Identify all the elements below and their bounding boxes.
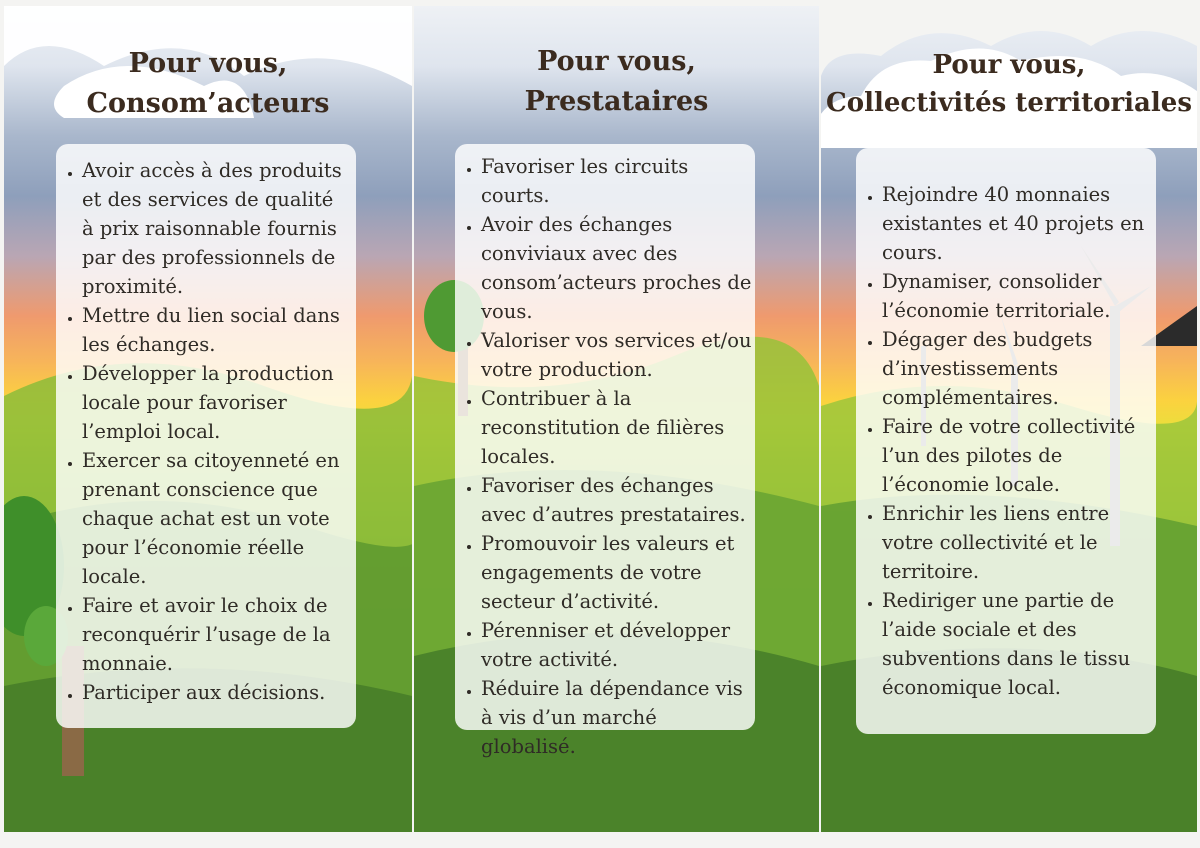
benefits-box	[856, 148, 1156, 734]
list-item: • Dynamiser, consolider l’économie territoriale.	[882, 267, 1152, 325]
panel-consomacteurs	[4, 6, 412, 832]
title-line-1: Pour vous,	[932, 50, 1086, 80]
list-item: • Contribuer à la reconstitution de filières locales.	[481, 384, 755, 471]
list-item: • Dégager des budgets d’investissements complémentaires.	[882, 325, 1152, 412]
title-line-1: Pour vous,	[537, 46, 696, 77]
benefits-list	[455, 152, 755, 761]
panel-title	[414, 42, 819, 122]
panel-title	[821, 46, 1197, 122]
benefits-box	[455, 144, 755, 758]
benefits-list	[856, 180, 1152, 702]
list-item: • Participer aux décisions.	[82, 678, 346, 707]
list-item: • Avoir des échanges conviviaux avec des consom’acteurs proches de vous.	[481, 210, 755, 326]
panel-prestataires	[414, 6, 819, 832]
panel-title	[4, 44, 412, 124]
list-item: • Rediriger une partie de l’aide sociale et des subventions dans le tissu économique local.	[882, 586, 1152, 702]
title-line-2: Collectivités territoriales	[826, 88, 1192, 118]
benefits-box	[56, 144, 356, 728]
title-line-2: Consom’acteurs	[86, 88, 330, 119]
list-item: • Faire de votre collectivité l’un des pilotes de l’économie locale.	[882, 412, 1152, 499]
panel-collectivites	[821, 6, 1197, 832]
list-item: • Enrichir les liens entre votre collectivité et le territoire.	[882, 499, 1152, 586]
list-item: • Mettre du lien social dans les échanges.	[82, 301, 346, 359]
list-item: • Favoriser des échanges avec d’autres prestataires.	[481, 471, 755, 529]
list-item: • Développer la production locale pour favoriser l’emploi local.	[82, 359, 346, 446]
list-item: • Promouvoir les valeurs et engagements de votre secteur d’activité.	[481, 529, 755, 616]
list-item: • Valoriser vos services et/ou votre production.	[481, 326, 755, 384]
list-item: • Favoriser les circuits courts.	[481, 152, 755, 210]
title-line-2: Prestataires	[524, 86, 709, 117]
benefits-list	[56, 156, 346, 707]
list-item: • Avoir accès à des produits et des services de qualité à prix raisonnable fournis par des professionnels de proximité.	[82, 156, 346, 301]
list-item: • Exercer sa citoyenneté en prenant conscience que chaque achat est un vote pour l’économie réelle locale.	[82, 446, 346, 591]
list-item: • Réduire la dépendance vis à vis d’un marché globalisé.	[481, 674, 755, 761]
list-item: • Faire et avoir le choix de reconquérir l’usage de la monnaie.	[82, 591, 346, 678]
list-item: • Rejoindre 40 monnaies existantes et 40 projets en cours.	[882, 180, 1152, 267]
list-item: • Pérenniser et développer votre activité.	[481, 616, 755, 674]
title-line-1: Pour vous,	[128, 48, 288, 79]
